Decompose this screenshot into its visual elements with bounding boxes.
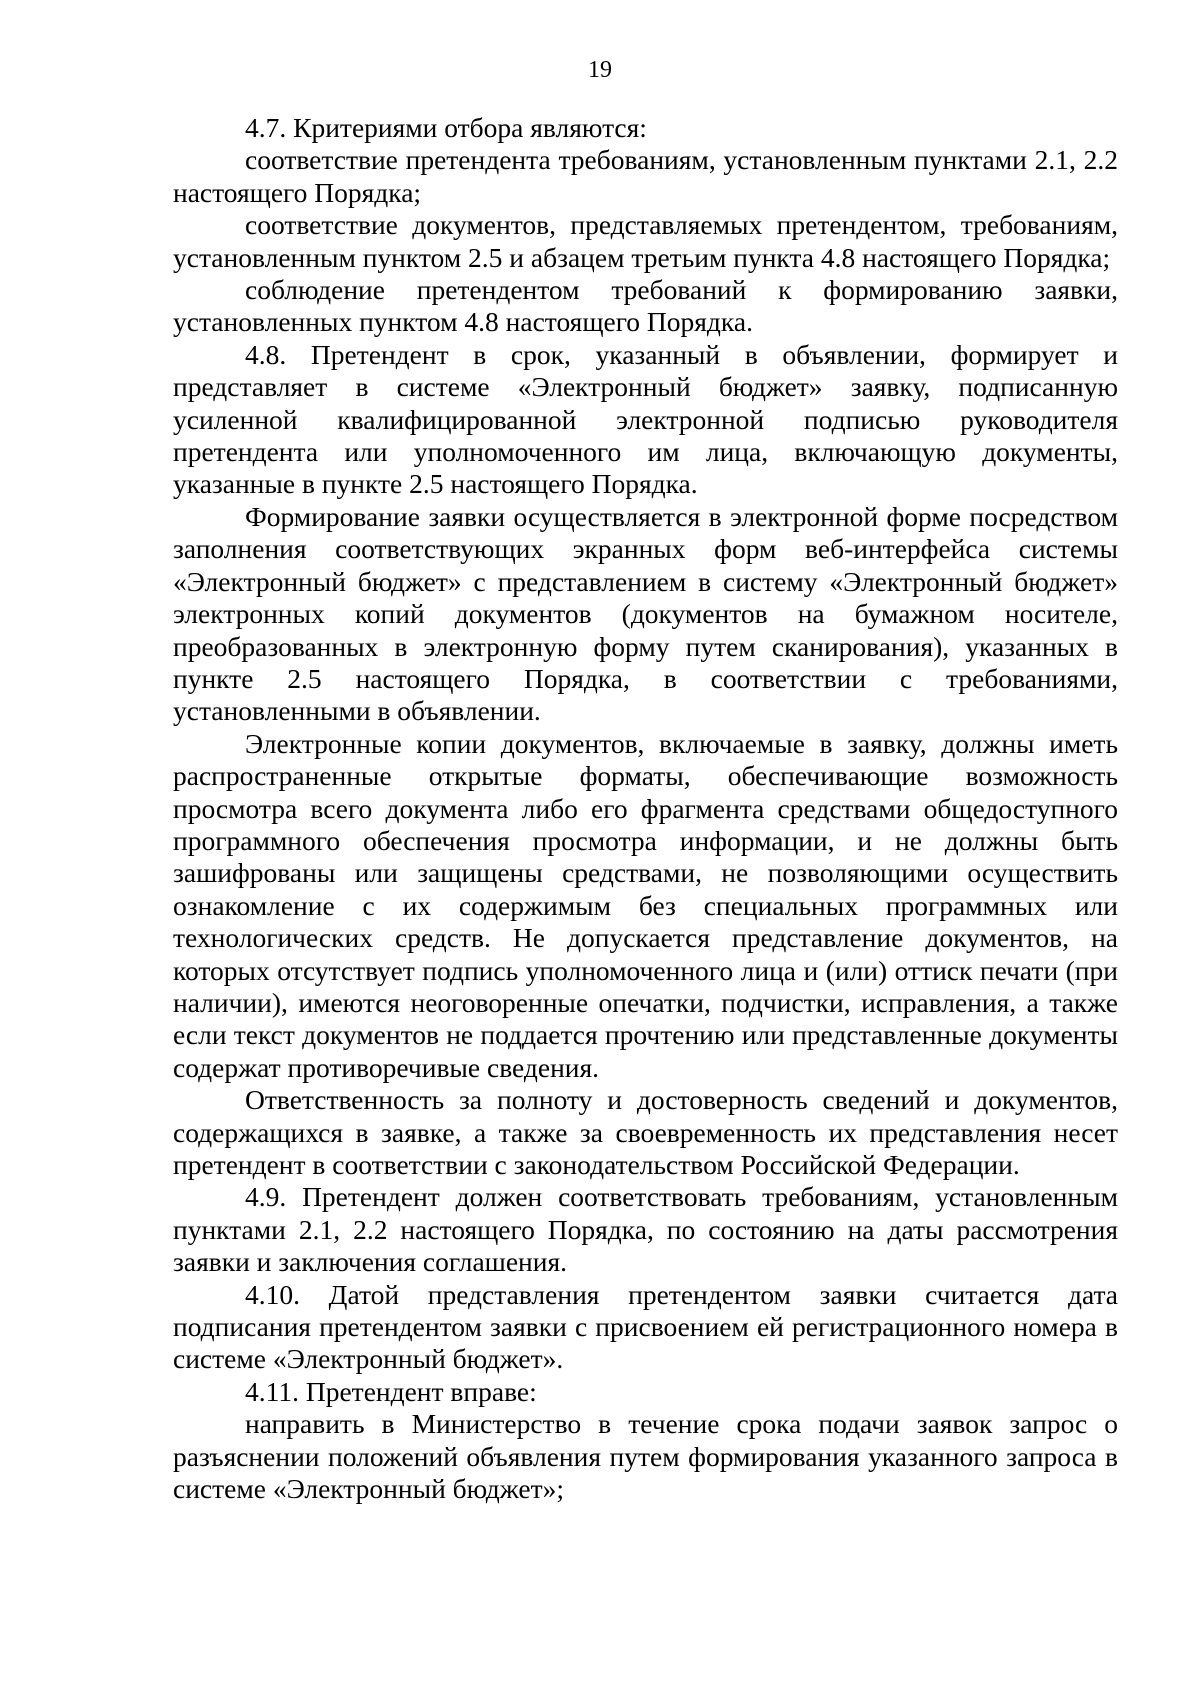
paragraph-criterion-1: соответствие претендента требованиям, установленным пунктами 2.1, 2.2 настоящего Порядка; <box>173 144 1118 208</box>
paragraph-responsibility: Ответственность за полноту и достоверность сведений и документов, содержащихся в заявке, а также за своевременность их представления несет претендент в соответствии с законодательством Российской Федерации. <box>173 1084 1118 1180</box>
paragraph-application-forming: Формирование заявки осуществляется в электронной форме посредством заполнения соответствующих экранных форм веб-интерфейса системы «Электронный бюджет» с представлением в систему «Электронный бюджет» электронных копий документов (документов на бумажном носителе, преобразованных в электронную форму путем сканирования), указанных в пункте 2.5 настоящего Порядка, в соответствии с требованиями, установленными в объявлении. <box>173 500 1118 727</box>
paragraph-4-10: 4.10. Датой представления претендентом заявки считается дата подписания претендентом заявки с присвоением ей регистрационного номера в системе «Электронный бюджет». <box>173 1278 1118 1375</box>
paragraph-criterion-2: соответствие документов, представляемых претендентом, требованиям, установленным пунктом 2.5 и абзацем третьим пункта 4.8 настоящего Порядка; <box>173 209 1118 273</box>
page-number: 19 <box>588 57 612 83</box>
paragraph-4-7-title: 4.7. Критериями отбора являются: <box>245 112 647 143</box>
paragraph-criterion-3: соблюдение претендентом требований к формированию заявки, установленных пунктом 4.8 настоящего Порядка. <box>173 274 1118 338</box>
paragraph-4-11-right-1: направить в Министерство в течение срока подачи заявок запрос о разъяснении положений объявления путем формирования указанного запроса в системе «Электронный бюджет»; <box>173 1408 1118 1505</box>
paragraph-electronic-copies: Электронные копии документов, включаемые в заявку, должны иметь распространенные открытые форматы, обеспечивающие возможность просмотра всего документа либо его фрагмента средствами общедоступного программного обеспечения просмотра информации, и не должны быть зашифрованы или защищены средствами, не позволяющими осуществить ознакомление с их содержимым без специальных программных или технологических средств. Не допускается представление документов, на которых отсутствует подпись уполномоченного лица и (или) оттиск печати (при наличии), имеются неоговоренные опечатки, подчистки, исправления, а также если текст документов не поддается прочтению или представленные документы содержат противоречивые сведения. <box>173 727 1118 1083</box>
paragraph-4-8: 4.8. Претендент в срок, указанный в объявлении, формирует и представляет в системе «Электронный бюджет» заявку, подписанную усиленной квалифицированной электронной подписью руководителя претендента или уполномоченного им лица, включающую документы, указанные в пункте 2.5 настоящего Порядка. <box>173 338 1118 500</box>
paragraph-4-9: 4.9. Претендент должен соответствовать требованиям, установленным пунктами 2.1, 2.2 настоящего Порядка, по состоянию на даты рассмотрения заявки и заключения соглашения. <box>173 1181 1118 1278</box>
document-body <box>173 112 1118 1505</box>
paragraph-4-11-title: 4.11. Претендент вправе: <box>245 1375 537 1407</box>
